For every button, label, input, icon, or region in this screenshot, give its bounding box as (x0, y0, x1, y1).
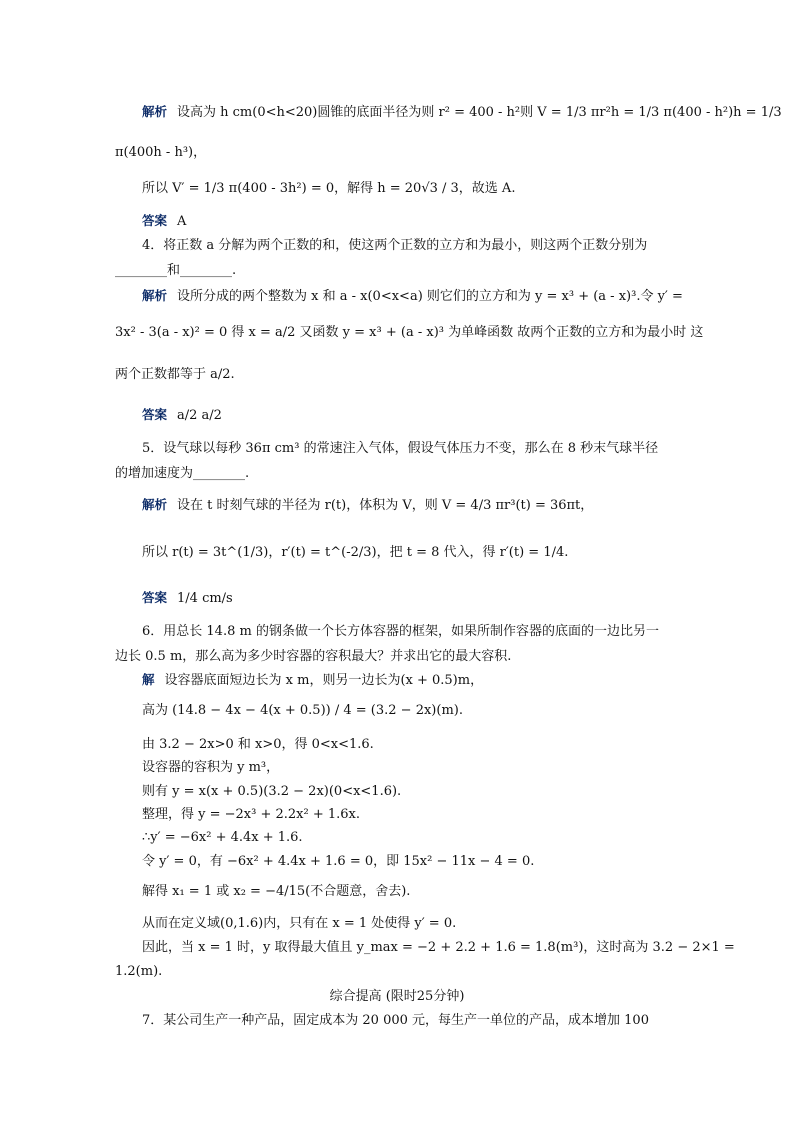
line-text: 7．某公司生产一种产品，固定成本为 20 000 元，每生产一单位的产品，成本增加 100 (142, 1013, 649, 1028)
line-text: 6．用总长 14.8 m 的钢条做一个长方体容器的框架，如果所制作容器的底面的一边比另一 (142, 624, 659, 639)
line-20 (142, 738, 374, 751)
line-21 (142, 761, 279, 774)
line-7 (142, 290, 683, 303)
line-12 (115, 467, 249, 480)
line-15 (142, 592, 233, 605)
solution-label: 解析 (142, 288, 168, 303)
line-text: 设在 t 时刻气球的半径为 r(t)，体积为 V，则 V = 4/3 πr³(t) = 36πt， (177, 498, 594, 513)
line-text: 设容器的容积为 y m³， (142, 760, 280, 775)
solution-label: 解 (142, 672, 155, 687)
line-3 (142, 182, 515, 195)
line-text: 所以 r(t) = 3t^(1/3)，r′(t) = t^(-2/3)，把 t = 8 代入，得 r′(t) = 1/4. (142, 545, 569, 560)
line-25 (142, 855, 534, 868)
line-text: 边长 0.5 m，那么高为多少时容器的容积最大？并求出它的最大容积. (115, 649, 512, 664)
line-5 (142, 239, 647, 252)
line-text: 3x² - 3(a - x)² = 0 得 x = a/2 又函数 y = x³ + (a - x)³ 为单峰函数 故两个正数的立方和为最小时 这 (115, 325, 704, 340)
line-27 (142, 917, 456, 930)
line-6 (115, 264, 236, 277)
line-text: ∴y′ = −6x² + 4.4x + 1.6. (142, 830, 303, 845)
line-text: 1/4 cm/s (177, 591, 233, 606)
line-text: ________和________. (115, 263, 237, 278)
line-text: 令 y′ = 0，有 −6x² + 4.4x + 1.6 = 0，即 15x² − 11x − 4 = 0. (142, 854, 535, 869)
line-9 (115, 368, 235, 381)
line-14 (142, 546, 568, 559)
line-text: 5．设气球以每秒 36π cm³ 的常速注入气体，假设气体压力不变，那么在 8 秒末气球半径 (142, 441, 659, 456)
line-18 (142, 674, 483, 687)
line-13 (142, 499, 593, 512)
solution-label: 解析 (142, 497, 168, 512)
line-text: 所以 V′ = 1/3 π(400 - 3h²) = 0，解得 h = 20√3 / 3，故选 A. (142, 181, 516, 196)
answer-label: 答案 (142, 590, 168, 605)
line-16 (142, 625, 659, 638)
line-10 (142, 409, 222, 422)
line-text: 设容器底面短边长为 x m，则另一边长为(x + 0.5)m， (164, 673, 484, 688)
line-text: 1.2(m). (115, 964, 163, 979)
solution-label: 解析 (142, 104, 168, 119)
answer-label: 答案 (142, 407, 168, 422)
line-8 (115, 326, 703, 339)
line-text: π(400h - h³)， (115, 145, 207, 160)
line-text: A (177, 214, 187, 229)
line-2 (115, 146, 206, 159)
section-heading (0, 990, 794, 1003)
line-text: a/2 a/2 (177, 408, 222, 423)
line-1 (142, 106, 782, 119)
line-24 (142, 831, 303, 844)
line-text: 综合提高 (限时25分钟) (329, 989, 465, 1004)
line-31 (142, 1014, 649, 1027)
line-17 (115, 650, 511, 663)
line-text: 由 3.2 − 2x>0 和 x>0，得 0<x<1.6. (142, 737, 374, 752)
line-text: 高为 (14.8 − 4x − 4(x + 0.5)) / 4 = (3.2 − 2x)(m). (142, 703, 463, 718)
line-text: 4．将正数 a 分解为两个正数的和，使这两个正数的立方和为最小，则这两个正数分别为 (142, 238, 648, 253)
line-4 (142, 215, 186, 228)
line-text: 因此，当 x = 1 时，y 取得最大值且 y_max = −2 + 2.2 + 1.6 = 1.8(m³)，这时高为 3.2 − 2×1 = (142, 940, 735, 955)
line-26 (142, 885, 410, 898)
line-text: 从而在定义域(0,1.6)内，只有在 x = 1 处使得 y′ = 0. (142, 916, 457, 931)
line-text: 则有 y = x(x + 0.5)(3.2 − 2x)(0<x<1.6). (142, 784, 402, 799)
line-text: 两个正数都等于 a/2. (115, 367, 235, 382)
line-28 (142, 941, 735, 954)
line-19 (142, 704, 463, 717)
line-text: 设所分成的两个整数为 x 和 a - x(0<x<a) 则它们的立方和为 y = x³ + (a - x)³.令 y′ = (177, 289, 683, 304)
line-11 (142, 442, 658, 455)
line-text: 解得 x₁ = 1 或 x₂ = −4/15(不合题意，舍去). (142, 884, 411, 899)
answer-label: 答案 (142, 213, 168, 228)
line-text: 的增加速度为________. (115, 466, 250, 481)
line-23 (142, 808, 360, 821)
line-text: 整理，得 y = −2x³ + 2.2x² + 1.6x. (142, 807, 361, 822)
line-29 (115, 965, 162, 978)
line-text: 设高为 h cm(0<h<20)圆锥的底面半径为则 r² = 400 - h²则 V = 1/3 πr²h = 1/3 π(400 - h²)h = 1/3 (177, 105, 782, 120)
line-22 (142, 785, 401, 798)
